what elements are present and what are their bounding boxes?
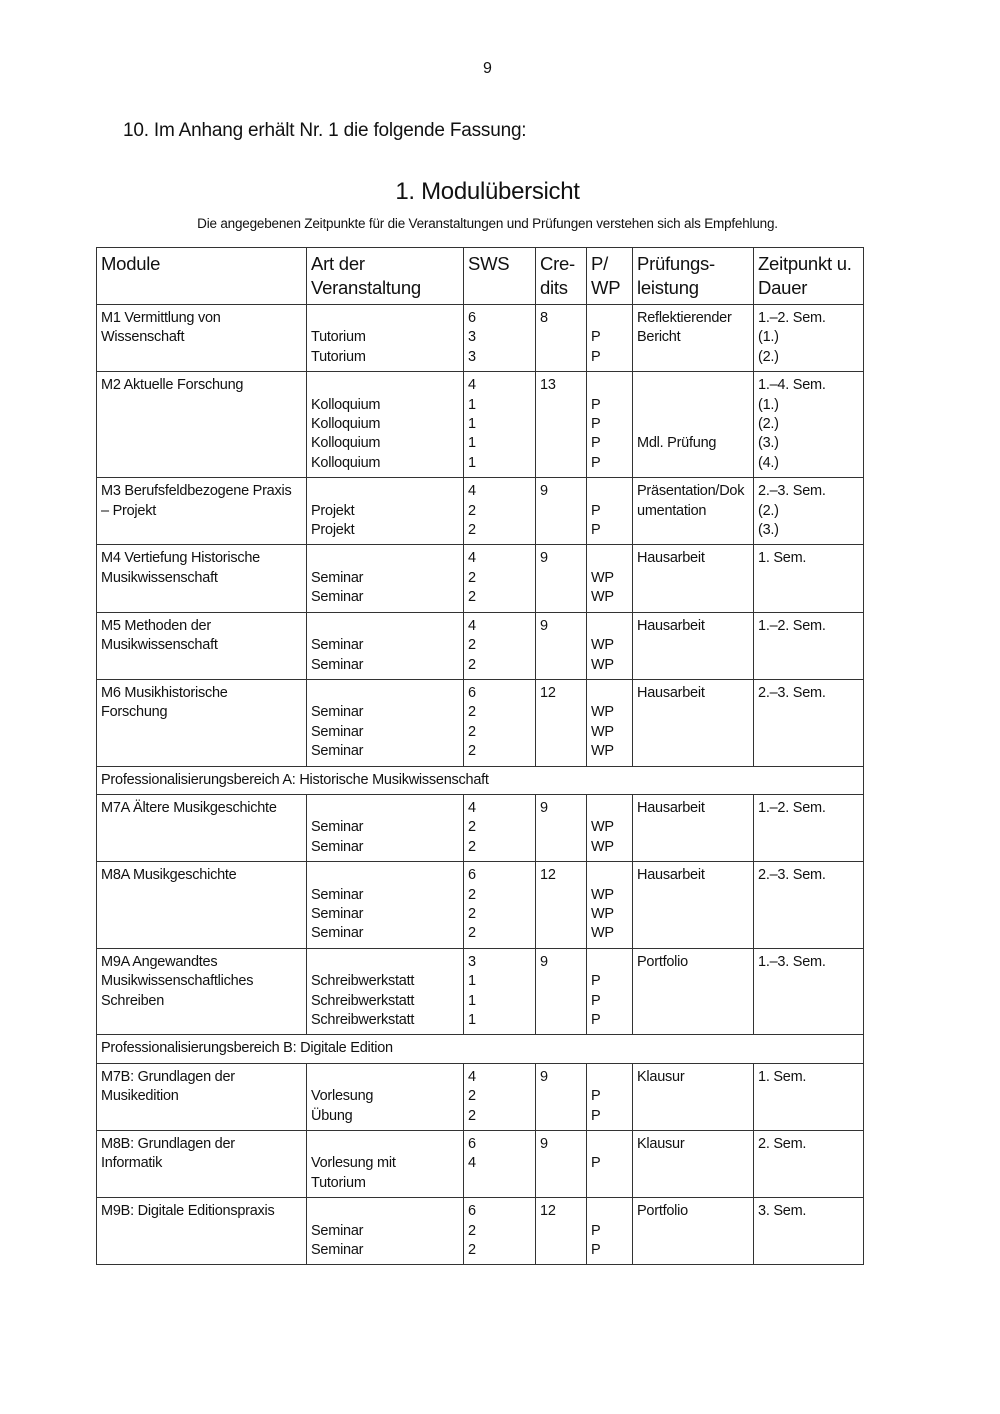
cell-pruefung: Klausur (633, 1063, 754, 1130)
cell-sws: 4 2 2 (464, 612, 536, 679)
cell-art: Seminar Seminar (307, 545, 464, 612)
table-row (97, 478, 864, 545)
cell-sws: 6 4 (464, 1131, 536, 1198)
cell-pruefung: Hausarbeit (633, 679, 754, 766)
header-credits: Cre- dits (536, 248, 587, 305)
cell-credits: 9 (536, 948, 587, 1035)
cell-credits: 12 (536, 679, 587, 766)
cell-credits: 9 (536, 794, 587, 861)
cell-pruefung: Hausarbeit (633, 862, 754, 949)
section-row (97, 1035, 864, 1063)
cell-credits: 13 (536, 372, 587, 478)
cell-zeit: 3. Sem. (754, 1198, 864, 1265)
cell-credits: 9 (536, 1063, 587, 1130)
table-row (97, 545, 864, 612)
header-pwp: P/ WP (587, 248, 633, 305)
header-art: Art der Veranstaltung (307, 248, 464, 305)
cell-module: M3 Berufsfeldbezogene Praxis – Projekt (97, 478, 307, 545)
cell-art: Seminar Seminar Seminar (307, 862, 464, 949)
cell-module: M1 Vermittlung von Wissenschaft (97, 305, 307, 372)
cell-pruefung: Präsentation/Dok umentation (633, 478, 754, 545)
page-number: 9 (483, 60, 492, 77)
header-module: Module (97, 248, 307, 305)
cell-pwp: P P P P (587, 372, 633, 478)
cell-pruefung: Reflektierender Bericht (633, 305, 754, 372)
table-header-row (97, 248, 864, 305)
cell-art: Seminar Seminar (307, 1198, 464, 1265)
cell-zeit: 2.–3. Sem. (754, 679, 864, 766)
cell-module: M9A Angewandtes Musikwissenschaftliches Schreiben (97, 948, 307, 1035)
cell-zeit: 2.–3. Sem. (2.) (3.) (754, 478, 864, 545)
cell-credits: 12 (536, 862, 587, 949)
cell-zeit: 1.–2. Sem. (754, 612, 864, 679)
cell-sws: 3 1 1 1 (464, 948, 536, 1035)
cell-zeit: 1.–3. Sem. (754, 948, 864, 1035)
header-sws: SWS (464, 248, 536, 305)
cell-module: M2 Aktuelle Forschung (97, 372, 307, 478)
cell-art: Projekt Projekt (307, 478, 464, 545)
table-row (97, 679, 864, 766)
cell-sws: 6 2 2 2 (464, 862, 536, 949)
cell-pruefung: Hausarbeit (633, 794, 754, 861)
table-row (97, 372, 864, 478)
cell-art: Vorlesung Übung (307, 1063, 464, 1130)
section-heading: Professionalisierungsbereich A: Historische Musikwissenschaft (97, 766, 864, 794)
cell-module: M4 Vertiefung Historische Musikwissenschaft (97, 545, 307, 612)
cell-zeit: 1. Sem. (754, 545, 864, 612)
cell-pwp: P P P (587, 948, 633, 1035)
cell-sws: 4 2 2 (464, 545, 536, 612)
cell-pwp: WP WP (587, 545, 633, 612)
cell-art: Tutorium Tutorium (307, 305, 464, 372)
amendment-text: 10. Im Anhang erhält Nr. 1 die folgende Fassung: (123, 120, 527, 141)
cell-sws: 6 2 2 (464, 1198, 536, 1265)
cell-sws: 6 2 2 2 (464, 679, 536, 766)
cell-pwp: P (587, 1131, 633, 1198)
table-row (97, 305, 864, 372)
cell-sws: 6 3 3 (464, 305, 536, 372)
cell-pruefung: Hausarbeit (633, 545, 754, 612)
section-row (97, 766, 864, 794)
page-title: 1. Modulübersicht (395, 178, 580, 205)
cell-credits: 8 (536, 305, 587, 372)
section-heading: Professionalisierungsbereich B: Digitale Edition (97, 1035, 864, 1063)
cell-credits: 9 (536, 545, 587, 612)
cell-sws: 4 2 2 (464, 794, 536, 861)
table-row (97, 612, 864, 679)
cell-credits: 9 (536, 1131, 587, 1198)
cell-art: Schreibwerkstatt Schreibwerkstatt Schreibwerkstatt (307, 948, 464, 1035)
table-row (97, 1198, 864, 1265)
cell-art: Seminar Seminar Seminar (307, 679, 464, 766)
table-row (97, 948, 864, 1035)
cell-art: Seminar Seminar (307, 612, 464, 679)
cell-pruefung: Portfolio (633, 948, 754, 1035)
cell-module: M9B: Digitale Editionspraxis (97, 1198, 307, 1265)
cell-zeit: 1.–2. Sem. (754, 794, 864, 861)
cell-pwp: WP WP (587, 612, 633, 679)
cell-pruefung: Klausur (633, 1131, 754, 1198)
cell-module: M8A Musikgeschichte (97, 862, 307, 949)
header-pruefung: Prüfungs- leistung (633, 248, 754, 305)
cell-sws: 4 2 2 (464, 478, 536, 545)
cell-sws: 4 2 2 (464, 1063, 536, 1130)
cell-module: M7B: Grundlagen der Musikedition (97, 1063, 307, 1130)
cell-pruefung: Portfolio (633, 1198, 754, 1265)
cell-pwp: P P (587, 1198, 633, 1265)
cell-pwp: P P (587, 478, 633, 545)
table-row (97, 1063, 864, 1130)
cell-pruefung: Hausarbeit (633, 612, 754, 679)
cell-pruefung: Mdl. Prüfung (633, 372, 754, 478)
cell-sws: 4 1 1 1 1 (464, 372, 536, 478)
cell-pwp: P P (587, 305, 633, 372)
cell-zeit: 2. Sem. (754, 1131, 864, 1198)
cell-module: M5 Methoden der Musikwissenschaft (97, 612, 307, 679)
table-row (97, 1131, 864, 1198)
cell-art: Vorlesung mit Tutorium (307, 1131, 464, 1198)
cell-art: Seminar Seminar (307, 794, 464, 861)
cell-module: M8B: Grundlagen der Informatik (97, 1131, 307, 1198)
cell-credits: 9 (536, 612, 587, 679)
cell-zeit: 1.–4. Sem. (1.) (2.) (3.) (4.) (754, 372, 864, 478)
cell-credits: 9 (536, 478, 587, 545)
cell-pwp: P P (587, 1063, 633, 1130)
cell-credits: 12 (536, 1198, 587, 1265)
cell-art: Kolloquium Kolloquium Kolloquium Kolloquium (307, 372, 464, 478)
table-row (97, 794, 864, 861)
cell-pwp: WP WP WP (587, 679, 633, 766)
cell-zeit: 1.–2. Sem. (1.) (2.) (754, 305, 864, 372)
cell-module: M6 Musikhistorische Forschung (97, 679, 307, 766)
header-zeit: Zeitpunkt u. Dauer (754, 248, 864, 305)
cell-pwp: WP WP WP (587, 862, 633, 949)
cell-zeit: 2.–3. Sem. (754, 862, 864, 949)
table-row (97, 862, 864, 949)
cell-pwp: WP WP (587, 794, 633, 861)
module-table (96, 247, 864, 1265)
cell-zeit: 1. Sem. (754, 1063, 864, 1130)
page-subtitle: Die angegebenen Zeitpunkte für die Veranstaltungen und Prüfungen verstehen sich als Empfehlung. (197, 216, 778, 231)
cell-module: M7A Ältere Musikgeschichte (97, 794, 307, 861)
